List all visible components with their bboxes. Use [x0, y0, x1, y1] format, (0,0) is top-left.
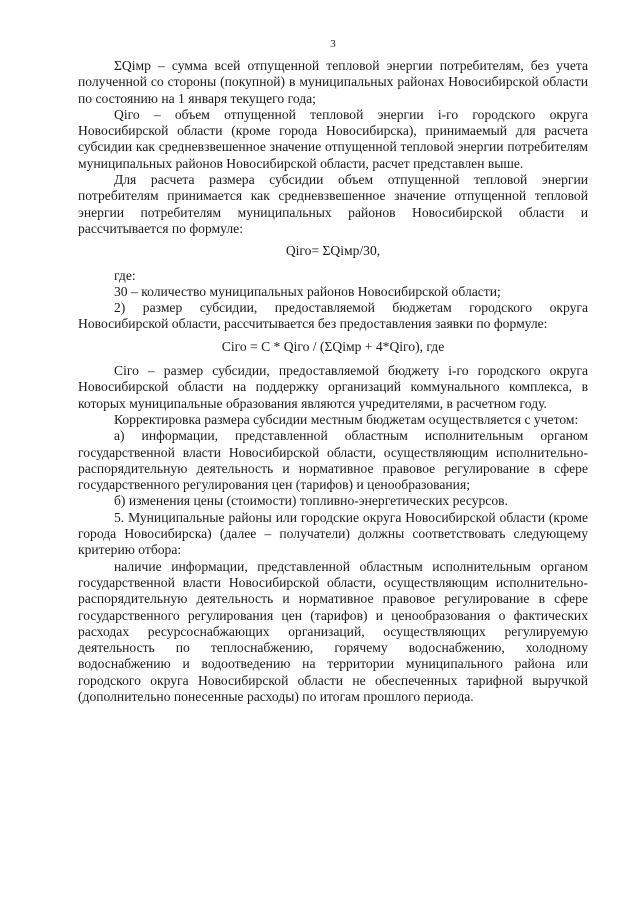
paragraph-thirty-districts: 30 – количество муниципальных районов Новосибирской области;: [114, 283, 501, 299]
paragraph-qigo-definition: Qiго – объем отпущенной тепловой энергии i-го городского округа Новосибирской области (кроме города Новосибирска), принимаемый для расчета субсидии как средневзвешенное значение отпущенной тепловой энергии потребителям муниципальных районов Новосибирской области, расчет представлен выше.: [78, 106, 588, 171]
paragraph-item-2: 2) размер субсидии, предоставляемой бюджетам городского округа Новосибирской области, рассчитывается без предоставления заявки по формуле:: [78, 300, 588, 332]
paragraph-item-b: б) изменения цены (стоимости) топливно-энергетических ресурсов.: [114, 493, 508, 509]
formula-cigo: Ciго = С * Qiго / (ΣQiмр + 4*Qiго), где: [221, 338, 445, 354]
paragraph-criterion: наличие информации, представленной областным исполнительным органом государственной власти Новосибирской области, осуществляющим исполнительно-распорядительную деятельность и нормативное правовое регулирование в сфере государственного регулирования цен (тарифов) и ценообразования о фактических расходах ресурсоснабжающих организаций, осуществляющих регулируемую деятельность по теплоснабжению, горячему водоснабжению, холодному водоснабжению и водоотведению на территории муниципального района или городского округа Новосибирской области не обеспеченных тарифной выручкой (дополнительно понесенные расходы) по итогам прошлого периода.: [78, 558, 588, 704]
document-body: [78, 58, 588, 705]
paragraph-item-a: а) информации, представленной областным исполнительным органом государственной власти Новосибирской области, осуществляющим исполнительно-распорядительную деятельность и нормативное правовое регулирование в сфере государственного регулирования цен (тарифов) и ценообразования;: [78, 428, 588, 493]
page-number: 3: [330, 38, 336, 50]
paragraph-calculation-intro: Для расчета размера субсидии объем отпущенной тепловой энергии потребителям принимается как средневзвешенное значение отпущенной тепловой энергии потребителям муниципальных районов Новосибирской области и рассчитывается по формуле:: [78, 172, 588, 236]
paragraph-sum-definition: ΣQiмр – сумма всей отпущенной тепловой энергии потребителям, без учета полученной со стороны (покупной) в муниципальных районах Новосибирской области по состоянию на 1 января текущего года;: [78, 58, 588, 106]
paragraph-adjustment: Корректировка размера субсидии местным бюджетам осуществляется с учетом:: [114, 411, 579, 427]
paragraph-where: где:: [114, 267, 136, 283]
paragraph-cigo-definition: Ciго – размер субсидии, предоставляемой бюджету i-го городского округа Новосибирской области на поддержку организаций коммунального комплекса, в которых муниципальные образования являются учредителями, в расчетном году.: [78, 363, 588, 411]
formula-qigo: Qiго= ΣQiмр/30,: [285, 243, 381, 259]
paragraph-section-5: 5. Муниципальные районы или городские округа Новосибирской области (кроме города Новосибирска) (далее – получатели) должны соответствовать следующему критерию отбора:: [78, 509, 588, 558]
